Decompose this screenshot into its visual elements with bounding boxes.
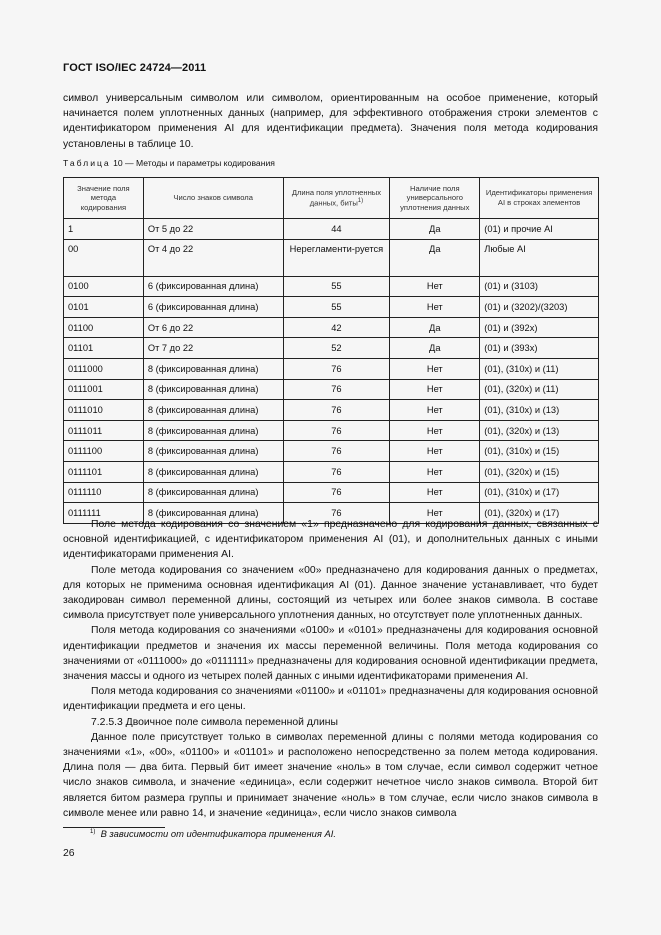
document-header: ГОСТ ISO/IEC 24724—2011 [63,62,207,74]
cell-char-count: От 5 до 22 [143,219,283,240]
cell-compressed-length: 76 [283,482,390,503]
col-header-char-count: Число знаков символа [143,178,283,219]
cell-universal-compression: Нет [390,297,480,318]
footnote-ref: 1) [357,198,364,205]
table-row [64,441,599,462]
cell-compressed-length: 76 [283,441,390,462]
cell-universal-compression: Нет [390,441,480,462]
table-row [64,420,599,441]
cell-ai-identifiers: (01) и прочие AI [480,219,599,240]
cell-universal-compression: Нет [390,482,480,503]
table-row [64,358,599,379]
cell-ai-identifiers: (01), (320x) и (17) [480,503,599,524]
cell-compressed-length: 76 [283,400,390,421]
table-caption-title: 10 — Методы и параметры кодирования [110,158,275,168]
cell-ai-identifiers: (01), (320x) и (11) [480,379,599,400]
footnote-mark: 1) [90,828,96,835]
cell-method-value: 1 [64,219,144,240]
cell-universal-compression: Да [390,317,480,338]
cell-ai-identifiers: Любые AI [480,239,599,276]
cell-method-value: 0111010 [64,400,144,421]
col-header-compressed-length [283,178,390,219]
cell-method-value: 0111111 [64,503,144,524]
cell-universal-compression: Нет [390,276,480,297]
table-caption [63,158,275,168]
footnote [90,828,336,839]
table-row [64,400,599,421]
cell-char-count: 8 (фиксированная длина) [143,400,283,421]
cell-method-value: 0111001 [64,379,144,400]
col-header-ai-identifiers: Идентификаторы применения AI в строках элементов [480,178,599,219]
cell-universal-compression: Нет [390,358,480,379]
paragraph-1: Поле метода кодирования со значением «1» предназначено для кодирования данных, связанных с основной идентификацией, с идентификатором применения AI (01), и дополнительных данных с иными идентификаторами применения AI. [63,519,598,561]
cell-method-value: 0111100 [64,441,144,462]
cell-char-count: 8 (фиксированная длина) [143,503,283,524]
paragraph-2: Поле метода кодирования со значением «00» предназначено для кодирования данных о предметах, для которых не применима основная идентификация AI (01). Данное значение устанавливает, что будет закодирован символ переменной длины, состоящий из четырех или более знаков символа. В составе символа присутствует поле универсального уплотнения данных, но отсутствует поле уплотненных данных. [63,564,598,622]
cell-ai-identifiers: (01) и (393x) [480,338,599,359]
cell-universal-compression: Нет [390,420,480,441]
table-row [64,338,599,359]
page-number: 26 [63,848,75,859]
cell-method-value: 00 [64,239,144,276]
cell-universal-compression: Нет [390,503,480,524]
table-row [64,297,599,318]
body-text [63,517,598,821]
cell-method-value: 0101 [64,297,144,318]
paragraph-5: Данное поле присутствует только в символах переменной длины с полями метода кодирования со значениями «1», «00», «01100» и «01101» и расположено непосредственно за полем метода кодирования. Длина поля — два бита. Первый бит имеет значение «ноль» в том случае, если символ содержит четное число знаков символа, и значение «единица», если содержит нечетное число знаков символа. Второй бит является битом размера группы и принимает значение «ноль» в том случае, если число знаков символа в символе менее или равно 14, и значение «единица», если число знаков символа [63,731,598,819]
cell-ai-identifiers: (01) и (3103) [480,276,599,297]
cell-method-value: 0111011 [64,420,144,441]
cell-ai-identifiers: (01) и (392x) [480,317,599,338]
table-row [64,239,599,276]
cell-ai-identifiers: (01), (320x) и (15) [480,461,599,482]
cell-method-value: 0111000 [64,358,144,379]
cell-universal-compression: Нет [390,400,480,421]
cell-compressed-length: Нерегламенти-руется [283,239,390,276]
cell-ai-identifiers: (01), (310x) и (13) [480,400,599,421]
cell-ai-identifiers: (01), (310x) и (15) [480,441,599,462]
table-row [64,482,599,503]
table-row [64,461,599,482]
cell-ai-identifiers: (01) и (3202)/(3203) [480,297,599,318]
table-row [64,317,599,338]
cell-method-value: 01100 [64,317,144,338]
cell-char-count: 8 (фиксированная длина) [143,358,283,379]
table-row [64,276,599,297]
cell-method-value: 0111101 [64,461,144,482]
cell-universal-compression: Да [390,219,480,240]
cell-compressed-length: 76 [283,420,390,441]
intro-text: символ универсальным символом или символом, ориентированным на особое применение, который начинается полем уплотненных данных (например, для эффективного отображения строки элементов с идентификатором применения AI для идентификации предмета). Значения поля метода кодирования установлены в таблице 10. [63,93,598,150]
cell-compressed-length: 55 [283,297,390,318]
cell-char-count: 8 (фиксированная длина) [143,441,283,462]
table-caption-prefix: Таблица [63,158,111,168]
cell-compressed-length: 52 [283,338,390,359]
cell-ai-identifiers: (01), (320x) и (13) [480,420,599,441]
cell-char-count: 8 (фиксированная длина) [143,379,283,400]
cell-char-count: 6 (фиксированная длина) [143,276,283,297]
cell-compressed-length: 76 [283,461,390,482]
cell-char-count: От 6 до 22 [143,317,283,338]
cell-ai-identifiers: (01), (310x) и (11) [480,358,599,379]
cell-ai-identifiers: (01), (310x) и (17) [480,482,599,503]
cell-compressed-length: 42 [283,317,390,338]
cell-universal-compression: Нет [390,461,480,482]
paragraph-4: Поля метода кодирования со значениями «01100» и «01101» предназначены для кодирования основной идентификации предмета и его цены. [63,686,598,713]
cell-universal-compression: Нет [390,379,480,400]
footnote-text: В зависимости от идентификатора применения AI. [100,828,336,839]
cell-compressed-length: 76 [283,379,390,400]
section-heading: 7.2.5.3 Двоичное поле символа переменной длины [91,716,338,728]
cell-char-count: 6 (фиксированная длина) [143,297,283,318]
cell-char-count: От 4 до 22 [143,239,283,276]
cell-method-value: 0100 [64,276,144,297]
table-body [64,219,599,524]
col-header-compressed-length-text: Длина поля уплотненных данных, биты [291,187,382,208]
cell-compressed-length: 76 [283,503,390,524]
cell-compressed-length: 55 [283,276,390,297]
cell-universal-compression: Да [390,239,480,276]
table-row [64,219,599,240]
coding-methods-table [63,177,599,524]
cell-char-count: 8 (фиксированная длина) [143,461,283,482]
intro-paragraph [63,91,598,152]
col-header-method-value: Значение поля метода кодирования [64,178,144,219]
cell-char-count: 8 (фиксированная длина) [143,420,283,441]
paragraph-3: Поля метода кодирования со значениями «0100» и «0101» предназначены для кодирования основной идентификации предметов и значения их массы переменной величины. Поля метода кодирования со значениями от «0111000» до «0111111» предназначены для кодирования основной идентификации предмета, значения массы и одного из четырех полей данных с иными идентификаторами применения AI. [63,625,598,683]
col-header-universal-compression: Наличие поля универсального уплотнения данных [390,178,480,219]
cell-method-value: 01101 [64,338,144,359]
cell-universal-compression: Да [390,338,480,359]
cell-compressed-length: 44 [283,219,390,240]
table-row [64,379,599,400]
cell-method-value: 0111110 [64,482,144,503]
cell-char-count: 8 (фиксированная длина) [143,482,283,503]
cell-char-count: От 7 до 22 [143,338,283,359]
cell-compressed-length: 76 [283,358,390,379]
table-header-row [64,178,599,219]
